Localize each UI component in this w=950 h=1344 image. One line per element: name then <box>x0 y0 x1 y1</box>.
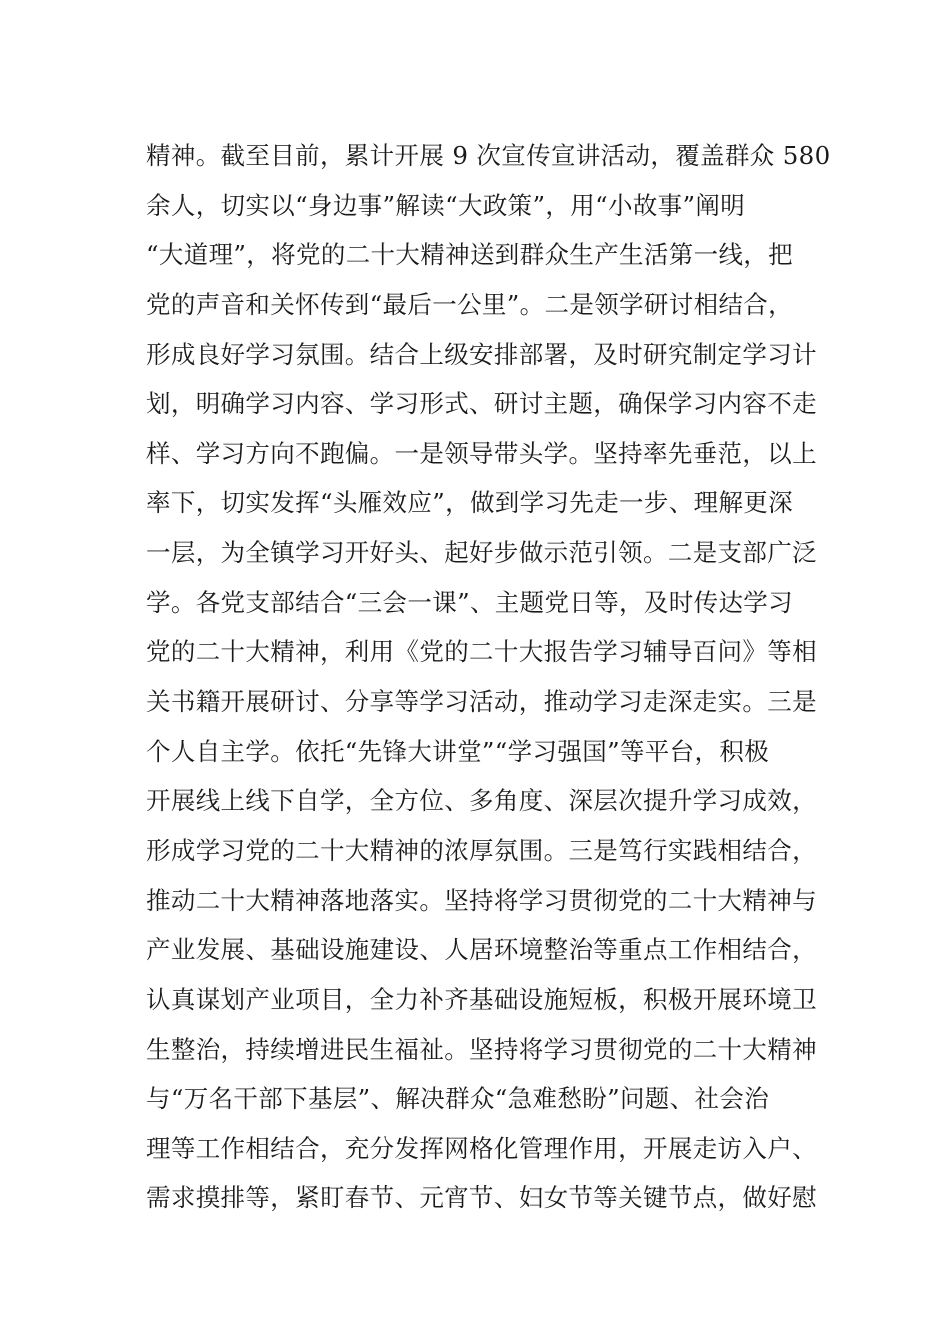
text-line: 开展线上线下自学，全方位、多角度、深层次提升学习成效， <box>146 786 817 816</box>
text-line: 认真谋划产业项目，全力补齐基础设施短板，积极开展环境卫 <box>146 984 817 1014</box>
text-line: 与“万名干部下基层”、解决群众“急难愁盼”问题、社会治 <box>146 1084 770 1114</box>
text-line: 余人，切实以“身边事”解读“大政策”，用“小故事”阐明 <box>146 190 746 220</box>
body-text <box>146 131 831 1223</box>
text-line: “大道理”，将党的二十大精神送到群众生产生活第一线，把 <box>146 240 793 270</box>
text-line: 率下，切实发挥“头雁效应”，做到学习先走一步、理解更深 <box>146 488 793 518</box>
text-line: 党的二十大精神，利用《党的二十大报告学习辅导百问》等相 <box>146 637 817 667</box>
text-line: 关书籍开展研讨、分享等学习活动，推动学习走深走实。三是 <box>146 687 817 717</box>
text-line: 一层，为全镇学习开好头、起好步做示范引领。二是支部广泛 <box>146 538 817 568</box>
text-line: 理等工作相结合，充分发挥网格化管理作用，开展走访入户、 <box>146 1133 817 1163</box>
text-line: 党的声音和关怀传到“最后一公里”。二是领学研讨相结合， <box>146 289 793 319</box>
text-line: 样、学习方向不跑偏。一是领导带头学。坚持率先垂范，以上 <box>146 438 817 468</box>
text-line: 产业发展、基础设施建设、人居环境整治等重点工作相结合， <box>146 935 817 965</box>
text-line: 个人自主学。依托“先锋大讲堂”“学习强国”等平台，积极 <box>146 736 770 766</box>
text-line: 学。各党支部结合“三会一课”、主题党日等，及时传达学习 <box>146 587 793 617</box>
text-line: 划，明确学习内容、学习形式、研讨主题，确保学习内容不走 <box>146 389 817 419</box>
text-line: 生整治，持续增进民生福祉。坚持将学习贯彻党的二十大精神 <box>146 1034 817 1064</box>
text-line: 需求摸排等，紧盯春节、元宵节、妇女节等关键节点，做好慰 <box>146 1183 817 1213</box>
text-line: 形成学习党的二十大精神的浓厚氛围。三是笃行实践相结合， <box>146 835 817 865</box>
text-line: 精神。截至目前，累计开展 9 次宣传宣讲活动，覆盖群众 580 <box>146 141 831 170</box>
text-line: 形成良好学习氛围。结合上级安排部署，及时研究制定学习计 <box>146 339 817 369</box>
text-line: 推动二十大精神落地落实。坚持将学习贯彻党的二十大精神与 <box>146 885 817 915</box>
